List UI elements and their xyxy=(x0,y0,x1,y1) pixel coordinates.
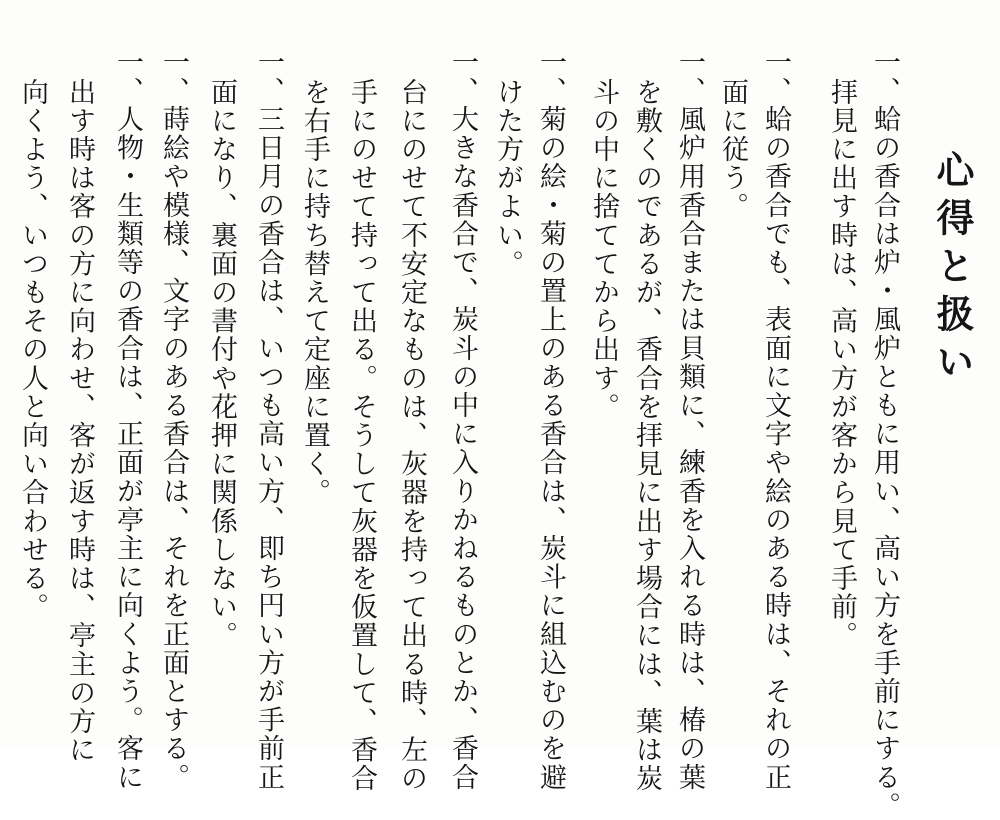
text-line: 面に従う。 xyxy=(717,78,748,221)
section-heading: 心得と扱い xyxy=(930,150,975,390)
text-line: 一、蛤の香合でも、表面に文字や絵のある時は、それの正 xyxy=(760,48,791,792)
text-line: 斗の中に捨ててから出す。 xyxy=(588,78,619,422)
text-line: 一、三日月の香合は、いつも高い方、即ち円い方が手前正 xyxy=(253,48,284,792)
text-line: 出す時は客の方に向わせ、客が返す時は、亭主の方に xyxy=(64,78,95,765)
text-line: 台にのせて不安定なものは、灰器を持って出る時、左の xyxy=(396,78,427,793)
text-line: 一、風炉用香合または貝類に、練香を入れる時は、椿の葉 xyxy=(674,48,705,792)
text-line: を敷くのであるが、香合を拝見に出す場合には、葉は炭 xyxy=(631,78,662,793)
text-line: 面になり、裏面の書付や花押に関係しない。 xyxy=(206,78,237,650)
text-line: けた方がよい。 xyxy=(492,78,523,279)
text-line: 拝見に出す時は、高い方が客から見て手前。 xyxy=(826,78,857,650)
text-line: 一、人物・生類等の香合は、正面が亭主に向くよう。客に xyxy=(112,48,143,792)
text-line: を右手に持ち替えて定座に置く。 xyxy=(299,78,330,507)
text-line: 手にのせて持って出る。そうして灰器を仮置して、香合 xyxy=(346,78,377,793)
text-line: 一、蒔絵や模様、文字のある香合は、それを正面とする。 xyxy=(158,48,189,792)
text-line: 一、蛤の香合は炉・風炉ともに用い、高い方を手前にする。 xyxy=(869,48,900,820)
text-line: 向くよう、いつもその人と向い合わせる。 xyxy=(17,78,48,622)
text-line: 一、菊の絵・菊の置上のある香合は、炭斗に組込むのを避 xyxy=(535,48,566,792)
text-line: 一、大きな香合で、炭斗の中に入りかねるものとか、香合 xyxy=(447,48,478,792)
